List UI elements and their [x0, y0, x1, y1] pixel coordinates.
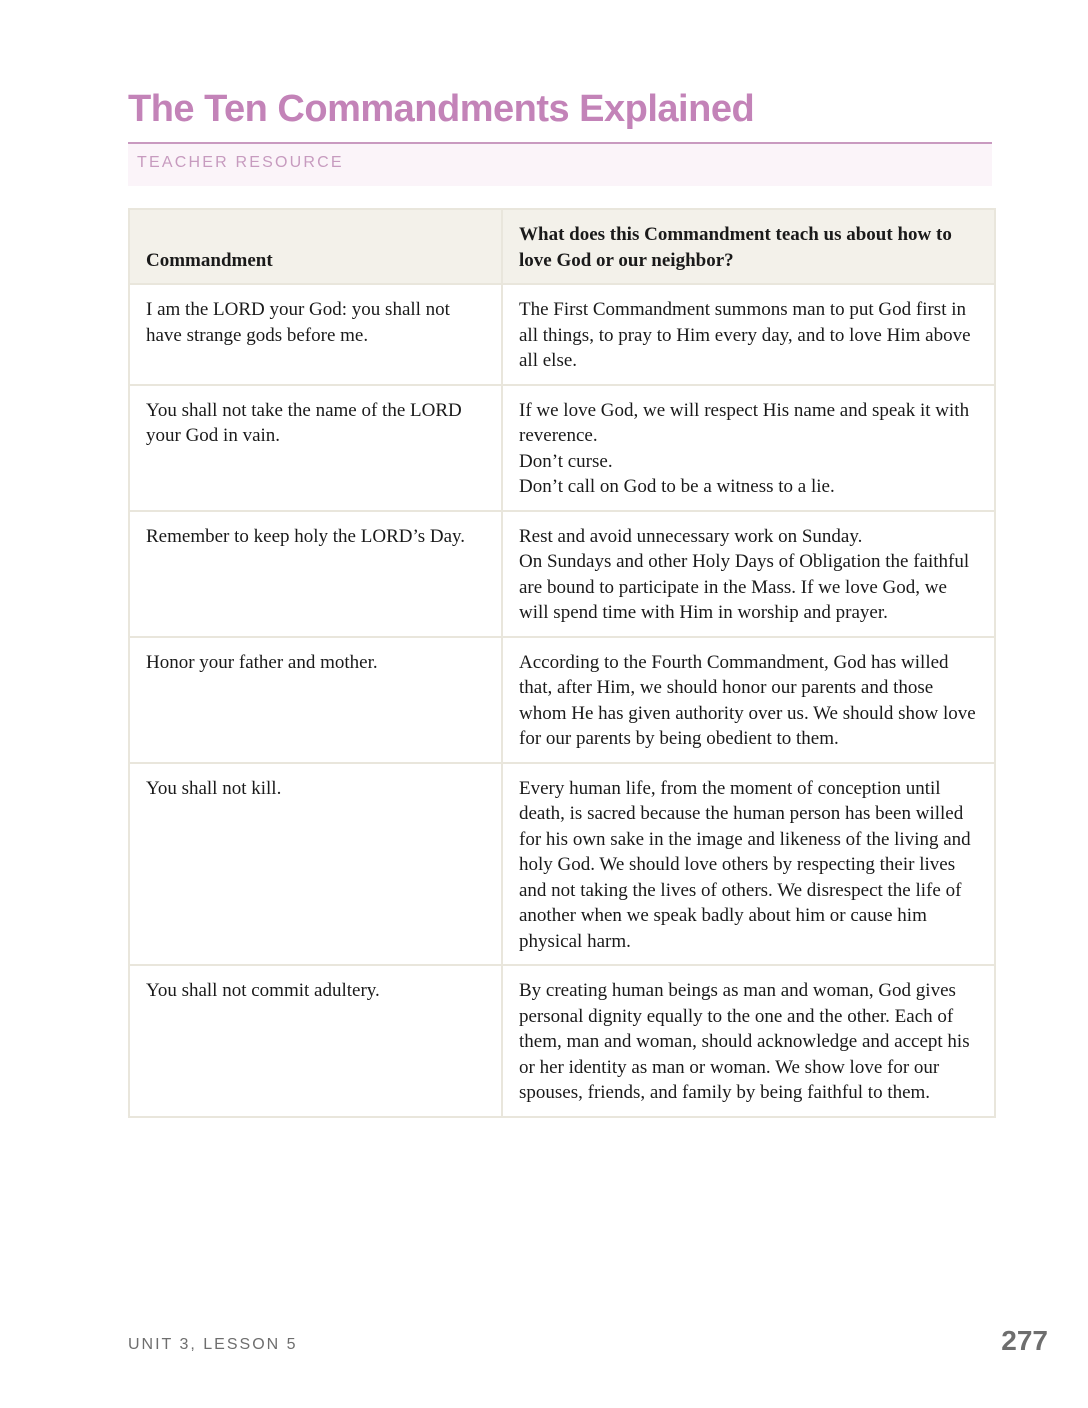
table-row [129, 637, 995, 763]
commandment-cell: Remember to keep holy the LORD’s Day. [129, 511, 502, 637]
page-title: The Ten Commandments Explained [128, 88, 755, 130]
table-row [129, 965, 995, 1117]
commandments-table [128, 208, 996, 1118]
teaching-cell: By creating human beings as man and woman, God gives personal dignity equally to the one and the other. Each of them, man and woman, should acknowledge and accept his or her identity as man or woman. We show love for our spouses, friends, and family by being faithful to them. [502, 965, 995, 1117]
table-header [129, 209, 995, 284]
table-body [129, 284, 995, 1117]
table-row [129, 763, 995, 966]
table-row [129, 385, 995, 511]
footer-unit-label: UNIT 3, LESSON 5 [128, 1336, 298, 1353]
subtitle-band [128, 144, 992, 186]
commandment-cell: You shall not commit adultery. [129, 965, 502, 1117]
teaching-cell: According to the Fourth Commandment, God has willed that, after Him, we should honor our parents and those whom He has given authority over us. We should show love for our parents by being obedient to them. [502, 637, 995, 763]
column-header-commandment: Commandment [129, 209, 502, 284]
column-header-teaching: What does this Commandment teach us about how to love God or our neighbor? [502, 209, 995, 284]
commandment-cell: You shall not kill. [129, 763, 502, 966]
table-row [129, 511, 995, 637]
teaching-cell: The First Commandment summons man to put God first in all things, to pray to Him every day, and to love Him above all else. [502, 284, 995, 385]
commandment-cell: I am the LORD your God: you shall not have strange gods before me. [129, 284, 502, 385]
teaching-cell: If we love God, we will respect His name and speak it with reverence. Don’t curse. Don’t call on God to be a witness to a lie. [502, 385, 995, 511]
table-row [129, 284, 995, 385]
commandment-cell: Honor your father and mother. [129, 637, 502, 763]
teaching-cell: Every human life, from the moment of conception until death, is sacred because the human person has been willed for his own sake in the image and likeness of the living and holy God. We should love others by respecting their lives and not taking the lives of others. We disrespect the life of another when we speak badly about him or cause him physical harm. [502, 763, 995, 966]
commandment-cell: You shall not take the name of the LORD your God in vain. [129, 385, 502, 511]
teaching-cell: Rest and avoid unnecessary work on Sunday. On Sundays and other Holy Days of Obligation the faithful are bound to participate in the Mass. If we love God, we will spend time with Him in worship and prayer. [502, 511, 995, 637]
header-row [129, 209, 995, 284]
page-number: 277 [1001, 1325, 1048, 1356]
subtitle: TEACHER RESOURCE [137, 154, 344, 171]
